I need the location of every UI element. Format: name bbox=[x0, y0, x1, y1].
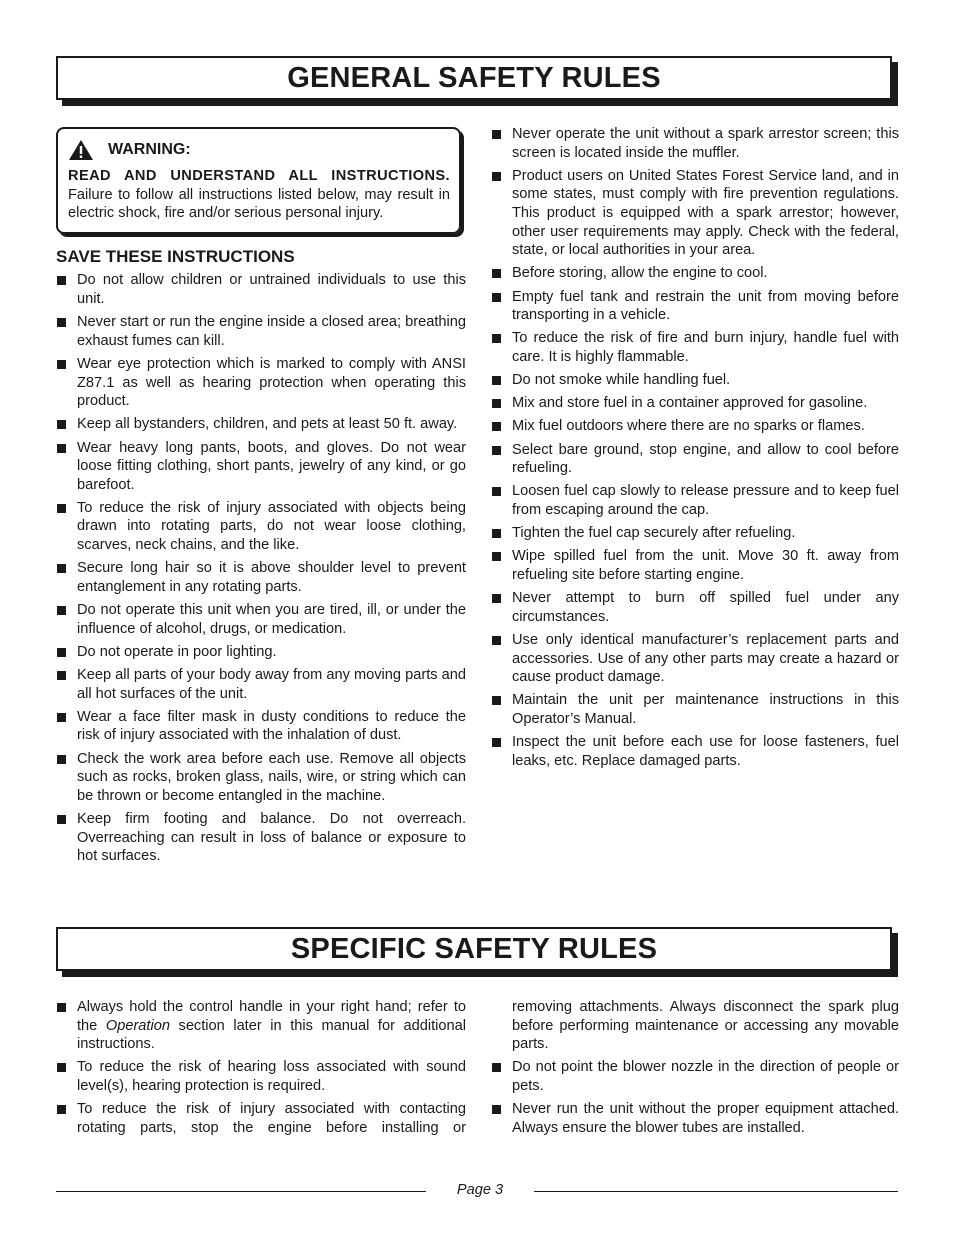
list-item: Always hold the control handle in your right hand; refer to the Operation section later in this manual for additional instructions. bbox=[56, 998, 466, 1054]
list-item: Check the work area before each use. Remove all objects such as rocks, broken glass, nails, wire, or string which can be thrown or become entangled in the machine. bbox=[56, 750, 466, 806]
general-safety-rules-title: GENERAL SAFETY RULES bbox=[287, 61, 661, 94]
bullet-square-icon bbox=[492, 399, 501, 408]
page-number: Page 3 bbox=[456, 1182, 504, 1198]
list-item: Do not operate this unit when you are tired, ill, or under the influence of alcohol, drugs, or medication. bbox=[56, 601, 466, 638]
general-left-list bbox=[56, 271, 466, 865]
bullet-square-icon bbox=[57, 318, 66, 327]
specific-right-column bbox=[491, 998, 899, 1142]
bullet-square-icon bbox=[57, 276, 66, 285]
bullet-square-icon bbox=[492, 269, 501, 278]
bullet-square-icon bbox=[492, 334, 501, 343]
bullet-square-icon bbox=[492, 529, 501, 538]
list-item: Mix and store fuel in a container approved for gasoline. bbox=[491, 394, 899, 413]
warning-body-text: Failure to follow all instructions listed below, may result in electric shock, fire and/or serious personal injury. bbox=[68, 186, 450, 222]
list-item: Never attempt to burn off spilled fuel under any circumstances. bbox=[491, 589, 899, 626]
bullet-square-icon bbox=[57, 360, 66, 369]
bullet-square-icon bbox=[492, 696, 501, 705]
list-item: Use only identical manufacturer’s replacement parts and accessories. Use of any other parts may create a hazard or cause product damage. bbox=[491, 631, 899, 687]
bullet-square-icon bbox=[57, 564, 66, 573]
save-instructions-heading: SAVE THESE INSTRUCTIONS bbox=[56, 246, 295, 266]
list-item: Never start or run the engine inside a closed area; breathing exhaust fumes can kill. bbox=[56, 313, 466, 350]
bullet-square-icon bbox=[492, 172, 501, 181]
list-item: Keep firm footing and balance. Do not overreach. Overreaching can result in loss of balance or exposure to hot surfaces. bbox=[56, 810, 466, 866]
bullet-square-icon bbox=[57, 815, 66, 824]
specific-safety-rules-title: SPECIFIC SAFETY RULES bbox=[290, 932, 658, 965]
bullet-square-icon bbox=[492, 422, 501, 431]
list-item: Wipe spilled fuel from the unit. Move 30 ft. away from refueling site before starting engine. bbox=[491, 547, 899, 584]
list-item: Mix fuel outdoors where there are no sparks or flames. bbox=[491, 417, 899, 436]
bullet-square-icon bbox=[492, 636, 501, 645]
list-item: Wear heavy long pants, boots, and gloves. Do not wear loose fitting clothing, short pants, jewelry of any kind, or go barefoot. bbox=[56, 439, 466, 495]
list-item: Tighten the fuel cap securely after refueling. bbox=[491, 524, 899, 543]
footer-rule-left bbox=[56, 1191, 426, 1192]
specific-safety-rules-banner bbox=[56, 927, 892, 971]
warning-header bbox=[68, 139, 450, 161]
list-item: To reduce the risk of hearing loss associated with sound level(s), hearing protection is required. bbox=[56, 1058, 466, 1095]
list-item: Do not operate in poor lighting. bbox=[56, 643, 466, 662]
list-item: To reduce the risk of injury associated with objects being drawn into rotating parts, do not wear loose clothing, scarves, neck chains, and the like. bbox=[56, 499, 466, 555]
bullet-square-icon bbox=[492, 594, 501, 603]
bullet-square-icon bbox=[492, 1063, 501, 1072]
list-item: Do not allow children or untrained individuals to use this unit. bbox=[56, 271, 466, 308]
list-item: Maintain the unit per maintenance instructions in this Operator’s Manual. bbox=[491, 691, 899, 728]
footer-rule-right bbox=[534, 1191, 898, 1192]
general-safety-rules-banner bbox=[56, 56, 892, 100]
list-item: Wear eye protection which is marked to comply with ANSI Z87.1 as well as hearing protection when operating this product. bbox=[56, 355, 466, 411]
bullet-square-icon bbox=[57, 444, 66, 453]
bullet-square-icon bbox=[492, 376, 501, 385]
warning-box bbox=[56, 127, 461, 234]
bullet-square-icon bbox=[57, 671, 66, 680]
bullet-square-icon bbox=[57, 1063, 66, 1072]
list-item: Do not point the blower nozzle in the direction of people or pets. bbox=[491, 1058, 899, 1095]
specific-left-list bbox=[56, 998, 466, 1137]
list-item: Never operate the unit without a spark arrestor screen; this screen is located inside the muffler. bbox=[491, 125, 899, 162]
specific-right-list bbox=[491, 998, 899, 1137]
general-right-list bbox=[491, 125, 899, 770]
general-left-column bbox=[56, 127, 466, 870]
list-item: Inspect the unit before each use for loose fasteners, fuel leaks, etc. Replace damaged parts. bbox=[491, 733, 899, 770]
bullet-square-icon bbox=[57, 504, 66, 513]
bullet-square-icon bbox=[492, 1105, 501, 1114]
list-item: To reduce the risk of injury associated with contacting rotating parts, stop the engine before installing or bbox=[56, 1100, 466, 1137]
list-item: Before storing, allow the engine to cool. bbox=[491, 264, 899, 283]
general-right-column bbox=[491, 125, 899, 775]
list-item: Wear a face filter mask in dusty conditions to reduce the risk of injury associated with the inhalation of dust. bbox=[56, 708, 466, 745]
bullet-square-icon bbox=[492, 738, 501, 747]
warning-triangle-icon bbox=[68, 139, 94, 161]
list-item: Product users on United States Forest Service land, and in some states, must comply with fire prevention regulations. This product is equipped with a spark arrestor; however, other user requirements may apply. Check with the federal, state, or local authorities in your area. bbox=[491, 167, 899, 260]
list-item: Keep all bystanders, children, and pets at least 50 ft. away. bbox=[56, 415, 466, 434]
list-item: Secure long hair so it is above shoulder level to prevent entanglement in any rotating parts. bbox=[56, 559, 466, 596]
bullet-square-icon bbox=[492, 293, 501, 302]
list-item: Do not smoke while handling fuel. bbox=[491, 371, 899, 390]
bullet-square-icon bbox=[57, 713, 66, 722]
bullet-square-icon bbox=[492, 487, 501, 496]
bullet-square-icon bbox=[57, 648, 66, 657]
bullet-square-icon bbox=[57, 420, 66, 429]
bullet-square-icon bbox=[57, 606, 66, 615]
list-item: Loosen fuel cap slowly to release pressure and to keep fuel from escaping around the cap. bbox=[491, 482, 899, 519]
list-item: Empty fuel tank and restrain the unit from moving before transporting in a vehicle. bbox=[491, 288, 899, 325]
bullet-square-icon bbox=[492, 130, 501, 139]
list-item: Never run the unit without the proper equipment attached. Always ensure the blower tubes are installed. bbox=[491, 1100, 899, 1137]
bullet-square-icon bbox=[492, 446, 501, 455]
bullet-square-icon bbox=[57, 1003, 66, 1012]
list-item: Select bare ground, stop engine, and allow to cool before refueling. bbox=[491, 441, 899, 478]
list-item: To reduce the risk of fire and burn injury, handle fuel with care. It is highly flammable. bbox=[491, 329, 899, 366]
warning-text bbox=[68, 167, 450, 223]
list-item: Keep all parts of your body away from any moving parts and all hot surfaces of the unit. bbox=[56, 666, 466, 703]
bullet-square-icon bbox=[57, 755, 66, 764]
bullet-square-icon bbox=[492, 552, 501, 561]
bullet-square-icon bbox=[57, 1105, 66, 1114]
list-item-continued: removing attachments. Always disconnect the spark plug before performing maintenance or accessing any movable parts. bbox=[512, 999, 899, 1053]
warning-label: WARNING: bbox=[108, 140, 191, 158]
specific-left-column bbox=[56, 998, 466, 1142]
warning-bold-text: READ AND UNDERSTAND ALL INSTRUCTIONS. bbox=[68, 168, 450, 184]
